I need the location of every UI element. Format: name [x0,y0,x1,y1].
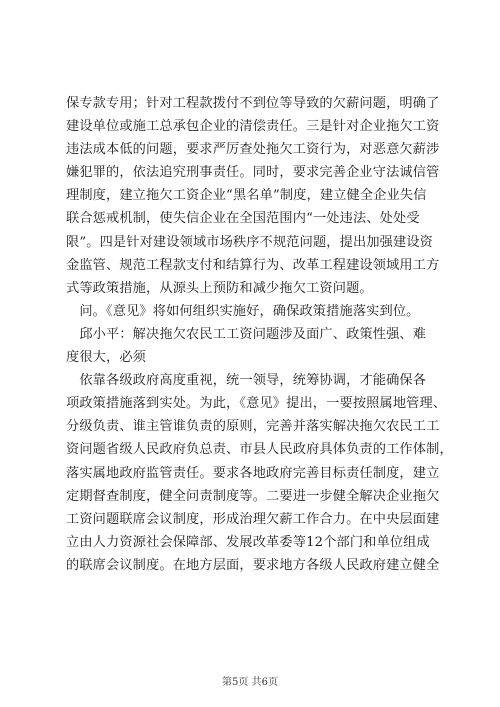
text-line: 邱小平：解决拖欠农民工工资问题涉及面广、政策性强、难 [66,326,427,342]
text-line: 工资问题联席会议制度，形成治理欠薪工作合力。在中央层面建 [66,511,440,527]
text-line: 理制度，建立拖欠工资企业“黑名单”制度，建立健全企业失信 [66,188,427,204]
text-line: 联合惩戒机制，使失信企业在全国范围内“一处违法、处处受 [66,211,420,227]
page-footer: 第5页 共6页 [222,677,278,688]
text-line: 依靠各级政府高度重视，统一领导，统筹协调，才能确保各 [66,373,427,389]
text-line: 资问题省级人民政府负总责、市县人民政府具体负责的工作体制， [66,442,453,458]
body-text [66,92,453,577]
text-line: 保专款专用；针对工程款拨付不到位等导致的欠薪问题，明确了 [66,96,440,111]
text-line: 分级负责、谁主管谁负责的原则，完善并落实解决拖欠农民工工 [66,419,440,435]
text-line: 落实属地政府监管责任。要求各地政府完善目标责任制度，建立 [66,465,440,481]
text-line: 的联席会议制度。在地方层面，要求地方各级人民政府建立健全 [66,557,440,573]
text-line: 定期督查制度，健全问责制度等。二要进一步健全解决企业拖欠 [66,488,440,504]
text-line: 立由人力资源社会保障部、发展改革委等12个部门和单位组成 [66,534,430,550]
text-line: 违法成本低的问题，要求严厉查处拖欠工资行为，对恶意欠薪涉 [66,142,440,158]
text-line: 建设单位或施工总承包企业的清偿责任。三是针对企业拖欠工资 [66,119,440,135]
text-line: 问。《意见》将如何组织实施好，确保政策措施落实到位。 [66,303,420,319]
text-line: 金监管、规范工程款支付和结算行为、改革工程建设领域用工方 [66,257,440,273]
text-line: 式等政策措施，从源头上预防和减少拖欠工资问题。 [66,280,373,296]
text-line: 嫌犯罪的，依法追究刑事责任。同时，要求完善企业守法诚信管 [66,165,440,181]
text-line: 限”。四是针对建设领域市场秩序不规范问题，提出加强建设资 [66,234,434,250]
text-line: 项政策措施落到实处。为此，《意见》提出，一要按照属地管理、 [66,396,447,412]
text-line: 度很大，必须 [66,350,147,366]
